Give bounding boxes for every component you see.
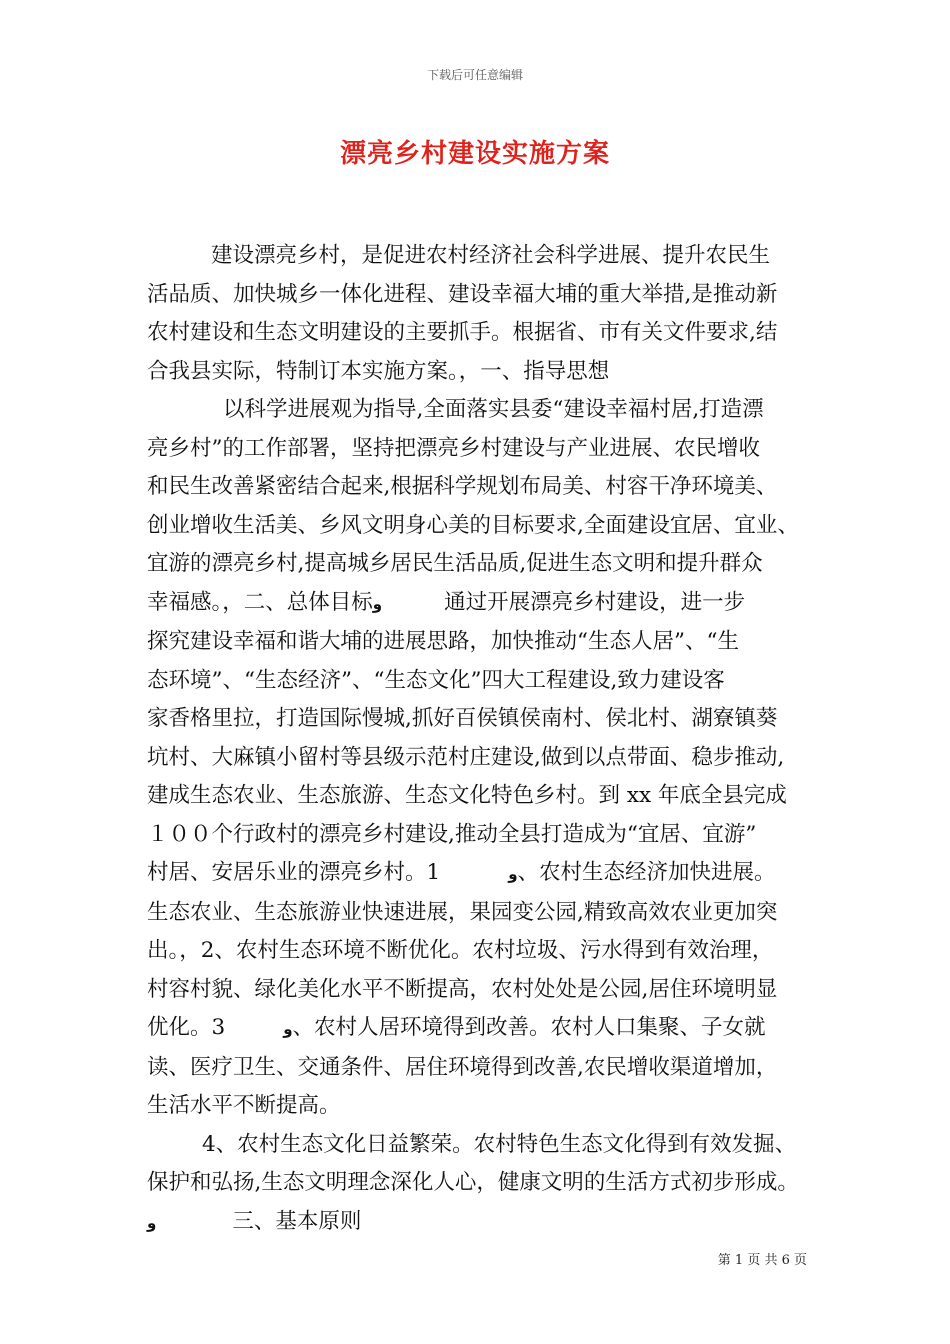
paragraph-line: 态环境”、“生态经济”、“生态文化”四大工程建设,致力建设客	[147, 667, 725, 693]
paragraph-line: 读、医疗卫生、交通条件、居住环境得到改善,农民增收渠道增加，	[147, 1054, 778, 1080]
paragraph-line: 生态农业、生态旅游业快速进展，果园变公园,精致高效农业更加突	[147, 899, 778, 925]
paragraph-line: 以科学进展观为指导,全面落实县委“建设幸福村居,打造漂	[223, 397, 764, 422]
line-segment: 、农村人居环境得到改善。农村人口集聚、子女就	[292, 1015, 766, 1040]
paragraph-line: 和民生改善紧密结合起来,根据科学规划布局美、村容干净环境美、	[147, 474, 778, 499]
stray-mark: و	[508, 865, 518, 883]
paragraph-line: 建设漂亮乡村，是促进农村经济社会科学进展、提升农民生	[211, 243, 771, 268]
paragraph-line: 生活水平不断提高。	[147, 1093, 341, 1118]
stray-mark: و	[147, 1213, 157, 1232]
header-note: 下载后可任意编辑	[426, 68, 523, 82]
line-segment: 幸福感。，二、总体目标	[147, 589, 373, 615]
document-title: 漂亮乡村建设实施方案	[339, 139, 610, 169]
paragraph-line: 出。，2、农村生态环境不断优化。农村垃圾、污水得到有效治理，	[147, 938, 774, 963]
paragraph-line	[147, 1203, 812, 1243]
paragraph-line	[147, 1009, 812, 1049]
document-body	[147, 237, 812, 1242]
paragraph-line: 活品质、加快城乡一体化进程、建设幸福大埔的重大举措,是推动新	[147, 281, 778, 307]
stray-mark: و	[372, 594, 383, 613]
paragraph-line	[147, 854, 812, 894]
paragraph-line: 宜游的漂亮乡村,提高城乡居民生活品质,促进生态文明和提升群众	[147, 551, 763, 576]
paragraph-line	[147, 584, 812, 624]
line-segment: 优化。3	[147, 1015, 226, 1040]
stray-mark: و	[283, 1020, 293, 1038]
paragraph-line: 坑村、大麻镇小留村等县级示范村庄建设,做到以点带面、稳步推动,	[147, 744, 785, 770]
paragraph-line: 家香格里拉，打造国际慢城,抓好百侯镇侯南村、侯北村、湖寮镇葵	[147, 706, 778, 731]
section-heading: 三、基本原则	[232, 1208, 362, 1234]
line-segment: 村居、安居乐业的漂亮乡村。1	[147, 860, 441, 885]
paragraph-line: 创业增收生活美、乡风文明身心美的目标要求,全面建设宜居、宜业、	[147, 512, 799, 538]
paragraph-line: １００个行政村的漂亮乡村建设,推动全县打造成为“宜居、宜游”	[147, 821, 757, 847]
paragraph-line: 亮乡村”的工作部署，坚持把漂亮乡村建设与产业进展、农民增收	[147, 435, 760, 461]
line-segment: 、农村生态经济加快进展。	[517, 860, 776, 885]
paragraph-line: 建成生态农业、生态旅游、生态文化特色乡村。到 xx 年底全县完成	[147, 783, 787, 808]
line-segment: 通过开展漂亮乡村建设，进一步	[444, 589, 746, 615]
paragraph-line: 探究建设幸福和谐大埔的进展思路，加快推动“生态人居”、“生	[147, 629, 739, 654]
paragraph-line: 村容村貌、绿化美化水平不断提高，农村处处是公园,居住环境明显	[147, 976, 778, 1002]
paragraph-line: 合我县实际，特制订本实施方案。，一、指导思想	[147, 358, 610, 384]
paragraph-line: 保护和弘扬,生态文明理念深化人心，健康文明的生活方式初步形成。	[147, 1170, 799, 1195]
paragraph-line: 4、农村生态文化日益繁荣。农村特色生态文化得到有效发掘、	[202, 1131, 797, 1157]
paragraph-line: 农村建设和生态文明建设的主要抓手。根据省、市有关文件要求,结	[147, 320, 778, 345]
page-number: 第 1 页 共 6 页	[717, 1253, 807, 1268]
